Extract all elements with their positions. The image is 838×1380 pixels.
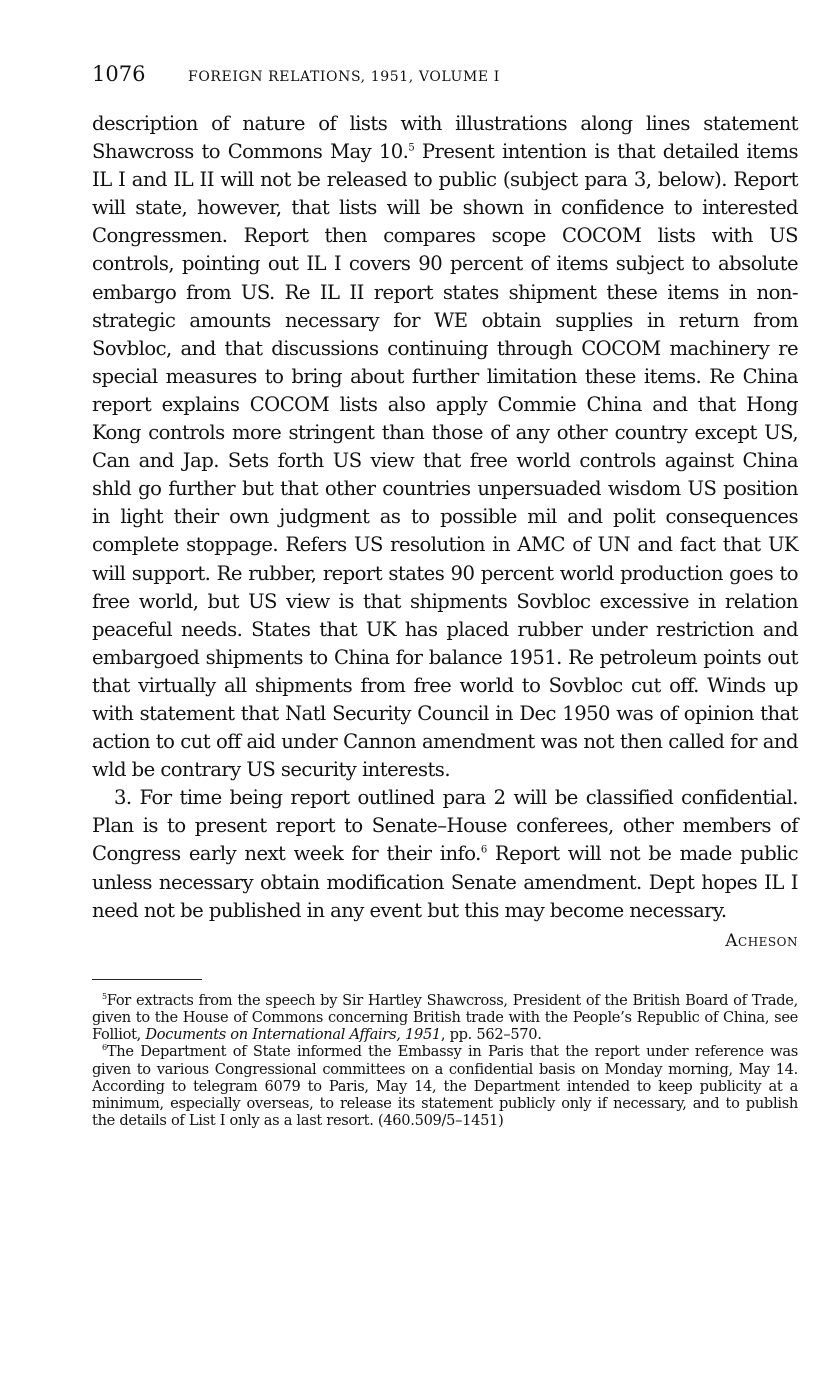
- footnote-5: [92, 992, 798, 1044]
- footnote-ref-5[interactable]: 5: [408, 142, 415, 154]
- signature: Acheson: [725, 930, 798, 951]
- running-head: [92, 62, 798, 96]
- paragraph-text: 3. For time being report outlined para 2 will be classified confidential. Plan is to present report to Senate–House conferees, other members of Congress early next week for their info.: [92, 786, 798, 866]
- footnote-6: [92, 1043, 798, 1129]
- footnote-text: , pp. 562–570.: [440, 1026, 542, 1044]
- footnote-divider: [92, 979, 202, 980]
- footnote-text: For extracts from the speech by Sir Hartley Shawcross, President of the British Board of Trade, given to the House of Commons concerning British trade with the People’s Republic of China, see Folliot,: [92, 991, 798, 1044]
- page-number: 1076: [92, 62, 146, 86]
- footnote-ref-6[interactable]: 6: [480, 844, 487, 856]
- body-text: [92, 110, 798, 955]
- paragraph-continuation: [92, 110, 798, 784]
- footnote-mark: 5: [102, 991, 107, 1001]
- paragraph-3: [92, 784, 798, 924]
- footnotes: [92, 992, 798, 1130]
- footnote-mark: 6: [102, 1043, 107, 1053]
- paragraph-text: Present intention is that detailed items IL I and IL II will not be released to public (subject para 3, below). Report will state, however, that lists will be shown in confidence to interested Congressmen. Report then compares scope COCOM lists with US controls, pointing out IL I covers 90 percent of items subject to absolute embargo from US. Re IL II report states shipment these items in non-strategic amounts necessary for WE obtain supplies in return from Sovbloc, and that discussions continuing through COCOM machinery re special measures to bring about further limitation these items. Re China report explains COCOM lists also apply Commie China and that Hong Kong controls more stringent than those of any other country except US, Can and Jap. Sets forth US view that free world controls against China shld go further but that other countries unpersuaded wisdom US position in light their own judgment as to possible mil and polit consequences complete stoppage. Refers US resolution in AMC of UN and fact that UK will support. Re rubber, report states 90 percent world production goes to free world, but US view is that shipments Sovbloc excessive in relation peaceful needs. States that UK has placed rubber under restriction and embargoed shipments to China for balance 1951. Re petroleum points out that virtually all shipments from free world to Sovbloc cut off. Winds up with statement that Natl Security Council in Dec 1950 was of opinion that action to cut off aid under Cannon amendment was not then called for and wld be contrary US security interests.: [92, 140, 798, 782]
- paragraph-text: Report will not be made public unless necessary obtain modification Senate amendment. Dept hopes IL I need not be published in any event but this may become necessary.: [92, 842, 798, 922]
- running-title: FOREIGN RELATIONS, 1951, VOLUME I: [188, 69, 500, 85]
- document-page: [92, 62, 798, 1129]
- paragraph-text: description of nature of lists with illustrations along lines statement Shawcross to Commons May 10.: [92, 112, 798, 164]
- footnote-title: Documents on International Affairs, 1951: [145, 1026, 441, 1044]
- footnote-text: The Department of State informed the Embassy in Paris that the report under reference was given to various Congressional committees on a confidential basis on Monday morning, May 14. According to telegram 6079 to Paris, May 14, the Department intended to keep publicity at a minimum, especially overseas, to release its statement publicly only if necessary, and to publish the details of List I only as a last resort. (460.509/5–1451): [92, 1043, 798, 1130]
